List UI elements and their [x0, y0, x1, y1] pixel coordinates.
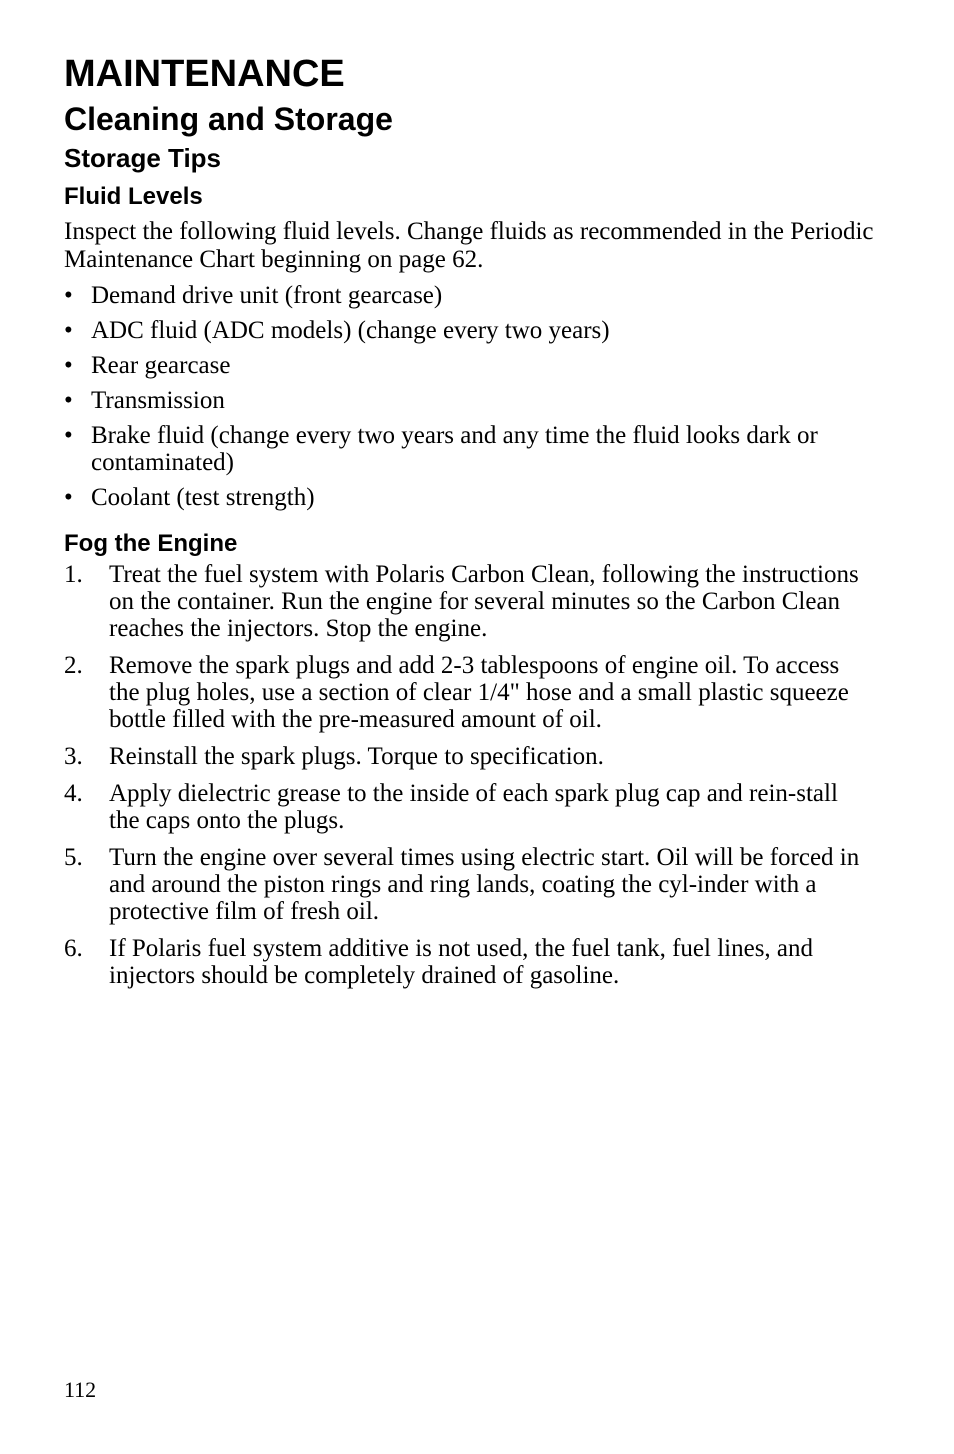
page-number: 112 [64, 1377, 97, 1402]
list-item-text: Demand drive unit (front gearcase) [91, 282, 443, 309]
step-number: 3. [64, 743, 83, 770]
step-number: 5. [64, 844, 83, 871]
step-text: Treat the fuel system with Polaris Carbon Clean, following the instructions on the container. Run the engine for several minutes so the Carbon Clean reaches the injectors. Stop the engine. [109, 561, 859, 642]
list-item [64, 484, 874, 511]
list-item-text: Coolant (test strength) [91, 484, 315, 511]
list-item [64, 352, 874, 379]
step-number: 4. [64, 780, 83, 807]
step-number: 6. [64, 935, 83, 962]
step-text: Apply dielectric grease to the inside of each spark plug cap and rein-stall the caps onto the plugs. [109, 780, 838, 834]
fluid-levels-intro: Inspect the following fluid levels. Change fluids as recommended in the Periodic Maintenance Chart beginning on page 62. [64, 218, 874, 273]
list-item-text: ADC fluid (ADC models) (change every two years) [91, 317, 610, 344]
bullet-marker: • [64, 484, 73, 511]
list-item [64, 387, 874, 414]
section-title: Cleaning and Storage [64, 101, 393, 137]
bullet-marker: • [64, 282, 73, 309]
manual-page [64, 52, 874, 989]
step-item [64, 561, 874, 642]
bullet-marker: • [64, 422, 73, 449]
fluid-levels-list [64, 282, 874, 511]
step-number: 2. [64, 652, 83, 679]
bullet-marker: • [64, 317, 73, 344]
subsection-title: Storage Tips [64, 143, 222, 173]
list-item [64, 317, 874, 344]
list-item-text: Rear gearcase [91, 352, 231, 379]
step-text: Remove the spark plugs and add 2-3 tablespoons of engine oil. To access the plug holes, use a section of clear 1/4" hose and a small plastic squeeze bottle filled with the pre-measured amount of oil. [109, 652, 849, 733]
step-number: 1. [64, 561, 83, 588]
fog-engine-steps [64, 561, 874, 989]
step-text: Turn the engine over several times using electric start. Oil will be forced in and around the piston rings and ring lands, coating the cyl-inder with a protective film of fresh oil. [109, 844, 860, 925]
fluid-levels-heading: Fluid Levels [64, 183, 203, 210]
step-text: Reinstall the spark plugs. Torque to specification. [109, 743, 604, 770]
list-item [64, 422, 874, 476]
step-item [64, 652, 874, 733]
list-item-text: Brake fluid (change every two years and any time the fluid looks dark or contaminated) [91, 422, 818, 476]
fog-engine-heading: Fog the Engine [64, 530, 238, 557]
chapter-title: MAINTENANCE [64, 53, 345, 95]
list-item-text: Transmission [91, 387, 225, 414]
step-text: If Polaris fuel system additive is not used, the fuel tank, fuel lines, and injectors should be completely drained of gasoline. [109, 935, 814, 989]
list-item [64, 282, 874, 309]
step-item [64, 935, 874, 989]
step-item [64, 844, 874, 925]
step-item [64, 743, 874, 770]
bullet-marker: • [64, 352, 73, 379]
step-item [64, 780, 874, 834]
bullet-marker: • [64, 387, 73, 414]
